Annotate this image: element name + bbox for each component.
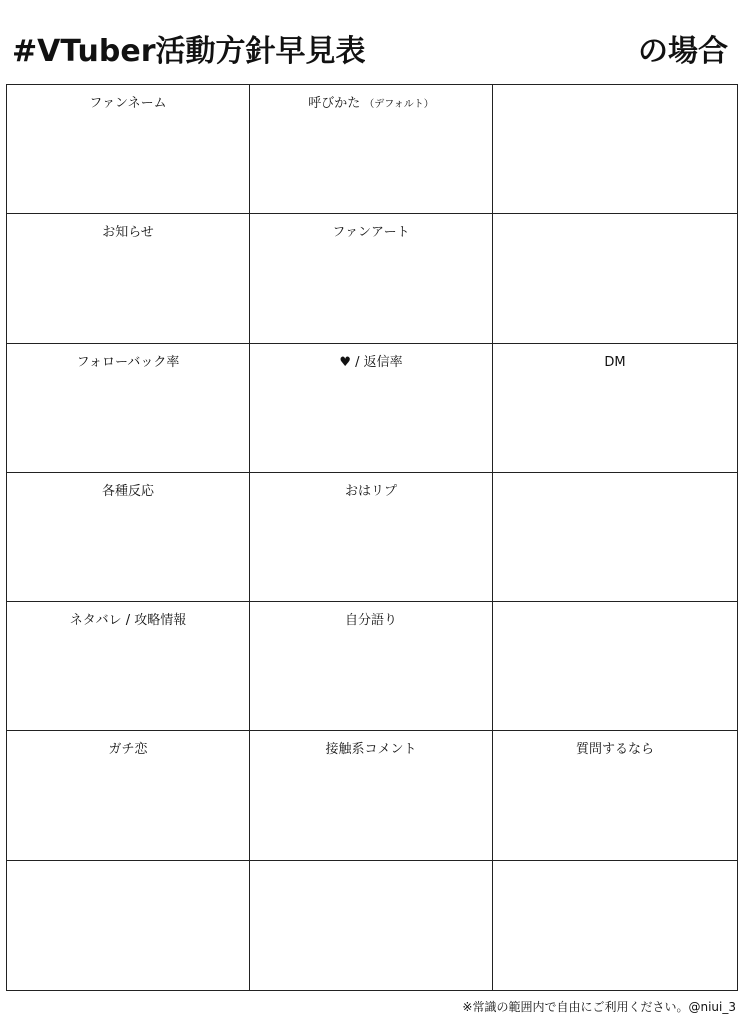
grid-cell-morning-replies[interactable]: [250, 473, 493, 602]
cell-label: ファンネーム: [89, 96, 167, 111]
cell-label: 呼びかた （デフォルト）: [308, 96, 434, 111]
grid-cell-dm[interactable]: [493, 344, 737, 473]
cell-label: お知らせ: [102, 225, 154, 241]
grid-cell-blank[interactable]: [493, 85, 737, 214]
cell-label: ガチ恋: [108, 742, 148, 758]
grid-cell-real-love[interactable]: [7, 731, 250, 860]
grid-cell-questions[interactable]: [493, 731, 737, 860]
grid-cell-spoilers[interactable]: [7, 602, 250, 731]
grid-cell-blank[interactable]: [493, 861, 737, 990]
grid-cell-announcements[interactable]: [7, 214, 250, 343]
policy-grid: [6, 84, 738, 991]
grid-cell-follow-back-rate[interactable]: [7, 344, 250, 473]
cell-label: DM: [604, 354, 626, 370]
name-suffix: の場合: [638, 34, 728, 69]
header: [0, 0, 744, 84]
grid-cell-call-name[interactable]: [250, 85, 493, 214]
cell-label: 各種反応: [101, 483, 154, 499]
footer-note: ※常識の範囲内で自由にご利用ください。@niui_3: [462, 1000, 736, 1014]
cell-label: フォローバック率: [76, 354, 180, 370]
cell-label: 自分語り: [344, 613, 397, 629]
grid-cell-blank[interactable]: [493, 214, 737, 343]
grid-cell-self-talk[interactable]: [250, 602, 493, 731]
grid-cell-blank[interactable]: [250, 861, 493, 990]
cell-label: 質問するなら: [575, 742, 654, 758]
grid-cell-blank[interactable]: [7, 861, 250, 990]
cell-label: おはリプ: [344, 483, 397, 499]
cell-label: ネタバレ / 攻略情報: [69, 613, 187, 629]
cell-label: 接触系コメント: [325, 742, 417, 758]
grid-cell-like-reply-rate[interactable]: [250, 344, 493, 473]
cell-note: （デフォルト）: [364, 99, 434, 110]
grid-cell-blank[interactable]: [493, 602, 737, 731]
grid-cell-blank[interactable]: [493, 473, 737, 602]
page-title: #VTuber活動方針早見表: [12, 34, 366, 69]
cell-label: ♥ / 返信率: [339, 354, 403, 370]
grid-cell-fan-name[interactable]: [7, 85, 250, 214]
grid-cell-fan-art[interactable]: [250, 214, 493, 343]
grid-cell-reactions[interactable]: [7, 473, 250, 602]
grid-cell-contact-comments[interactable]: [250, 731, 493, 860]
cell-label: ファンアート: [332, 225, 410, 241]
